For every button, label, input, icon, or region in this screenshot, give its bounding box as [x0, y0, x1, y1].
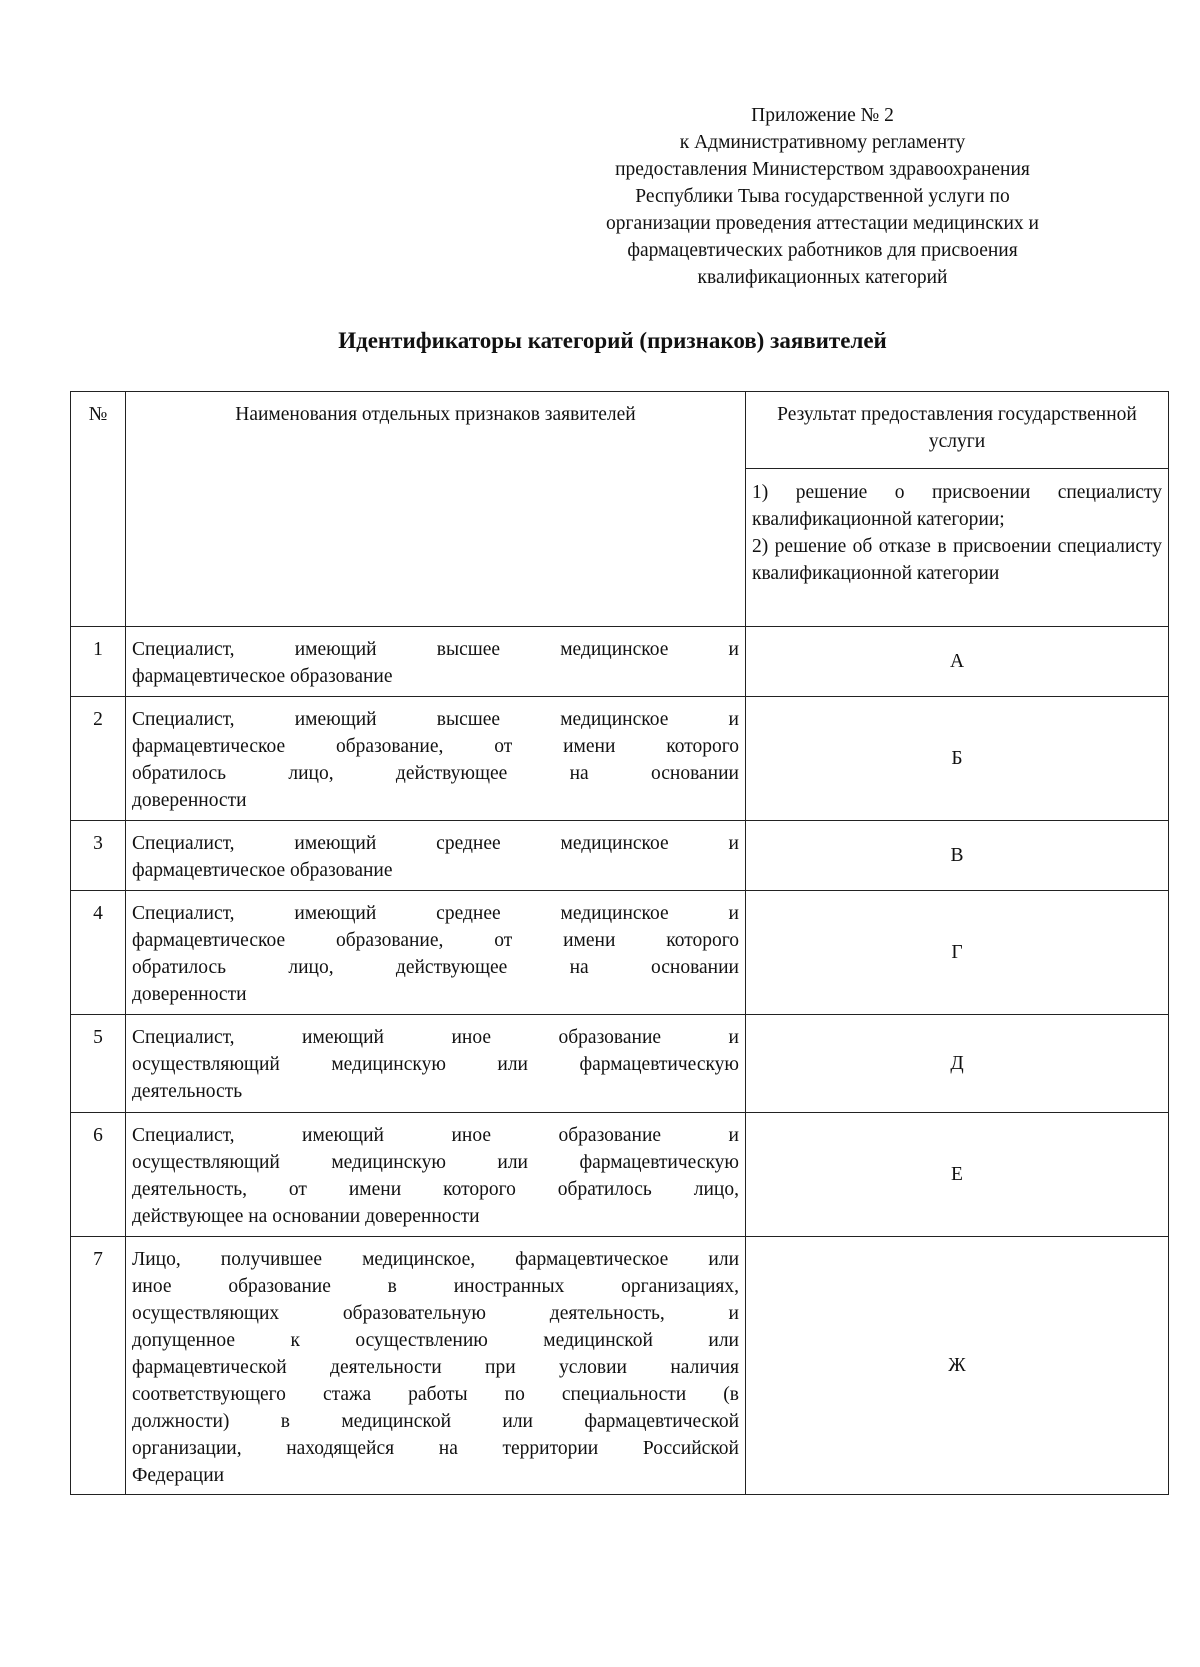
result-option: 1) решение о присвоении специалисту квалификационной категории;	[752, 482, 1162, 530]
description-line: Специалист, имеющий иное образование и	[132, 1125, 739, 1146]
appendix-line: квалификационных категорий	[697, 267, 948, 288]
description-line: Специалист, имеющий иное образование и	[132, 1027, 739, 1048]
table-row	[71, 697, 1169, 821]
table-header-row	[71, 392, 1169, 469]
description-line: Лицо, получившее медицинское, фармацевтическое или	[132, 1249, 739, 1270]
row-category-code: Ж	[746, 1237, 1169, 1495]
appendix-line: организации проведения аттестации медицинских и	[606, 213, 1039, 234]
description-line: организации, находящейся на территории Российской	[132, 1438, 739, 1459]
description-line: фармацевтическое образование	[132, 860, 393, 881]
row-category-code: В	[746, 821, 1169, 891]
description-line: фармацевтическое образование, от имени которого	[132, 930, 739, 951]
document-title: Идентификаторы категорий (признаков) заявителей	[338, 328, 887, 353]
description-line: Специалист, имеющий высшее медицинское и	[132, 639, 739, 660]
description-line: доверенности	[132, 790, 247, 811]
description-line: деятельность	[132, 1081, 243, 1102]
appendix-line: предоставления Министерством здравоохранения	[615, 159, 1030, 180]
table-row	[71, 1113, 1169, 1237]
row-description	[126, 1113, 746, 1237]
row-number: 1	[71, 627, 126, 697]
row-description	[126, 627, 746, 697]
description-line: действующее на основании доверенности	[132, 1206, 480, 1227]
table-row	[71, 627, 1169, 697]
appendix-header	[545, 102, 1100, 291]
row-number: 6	[71, 1113, 126, 1237]
row-category-code: А	[746, 627, 1169, 697]
table-row	[71, 1015, 1169, 1113]
row-description	[126, 821, 746, 891]
appendix-line: Приложение № 2	[751, 105, 894, 126]
row-number: 3	[71, 821, 126, 891]
row-category-code: Г	[746, 891, 1169, 1015]
description-line: соответствующего стажа работы по специальности (в	[132, 1384, 739, 1405]
row-category-code: Е	[746, 1113, 1169, 1237]
description-line: осуществляющий медицинскую или фармацевтическую	[132, 1054, 739, 1075]
row-category-code: Б	[746, 697, 1169, 821]
description-line: фармацевтическое образование, от имени которого	[132, 736, 739, 757]
description-line: доверенности	[132, 984, 247, 1005]
appendix-line: Республики Тыва государственной услуги по	[635, 186, 1010, 207]
description-line: фармацевтическое образование	[132, 666, 393, 687]
description-line: осуществляющих образовательную деятельность, и	[132, 1303, 739, 1324]
description-line: обратилось лицо, действующее на основании	[132, 763, 739, 784]
row-description	[126, 1237, 746, 1495]
description-line: фармацевтической деятельности при условии наличия	[132, 1357, 739, 1378]
header-name: Наименования отдельных признаков заявителей	[126, 392, 746, 627]
header-result-options	[746, 469, 1169, 627]
row-description	[126, 1015, 746, 1113]
row-category-code: Д	[746, 1015, 1169, 1113]
description-line: деятельность, от имени которого обратилось лицо,	[132, 1179, 739, 1200]
description-line: Специалист, имеющий среднее медицинское и	[132, 833, 739, 854]
applicant-categories-table	[70, 391, 1169, 1495]
description-line: осуществляющий медицинскую или фармацевтическую	[132, 1152, 739, 1173]
header-number: №	[71, 392, 126, 627]
row-description	[126, 697, 746, 821]
row-number: 7	[71, 1237, 126, 1495]
description-line: Федерации	[132, 1465, 225, 1486]
description-line: иное образование в иностранных организациях,	[132, 1276, 739, 1297]
result-option: 2) решение об отказе в присвоении специалисту квалификационной категории	[752, 536, 1162, 584]
header-result: Результат предоставления государственной услуги	[746, 392, 1169, 469]
row-number: 2	[71, 697, 126, 821]
description-line: должности) в медицинской или фармацевтической	[132, 1411, 739, 1432]
row-description	[126, 891, 746, 1015]
appendix-line: к Административному регламенту	[679, 132, 966, 153]
row-number: 4	[71, 891, 126, 1015]
table-row	[71, 1237, 1169, 1495]
description-line: Специалист, имеющий среднее медицинское и	[132, 903, 739, 924]
row-number: 5	[71, 1015, 126, 1113]
description-line: обратилось лицо, действующее на основании	[132, 957, 739, 978]
table-row	[71, 821, 1169, 891]
description-line: Специалист, имеющий высшее медицинское и	[132, 709, 739, 730]
table-row	[71, 891, 1169, 1015]
appendix-line: фармацевтических работников для присвоения	[627, 240, 1018, 261]
description-line: допущенное к осуществлению медицинской или	[132, 1330, 739, 1351]
